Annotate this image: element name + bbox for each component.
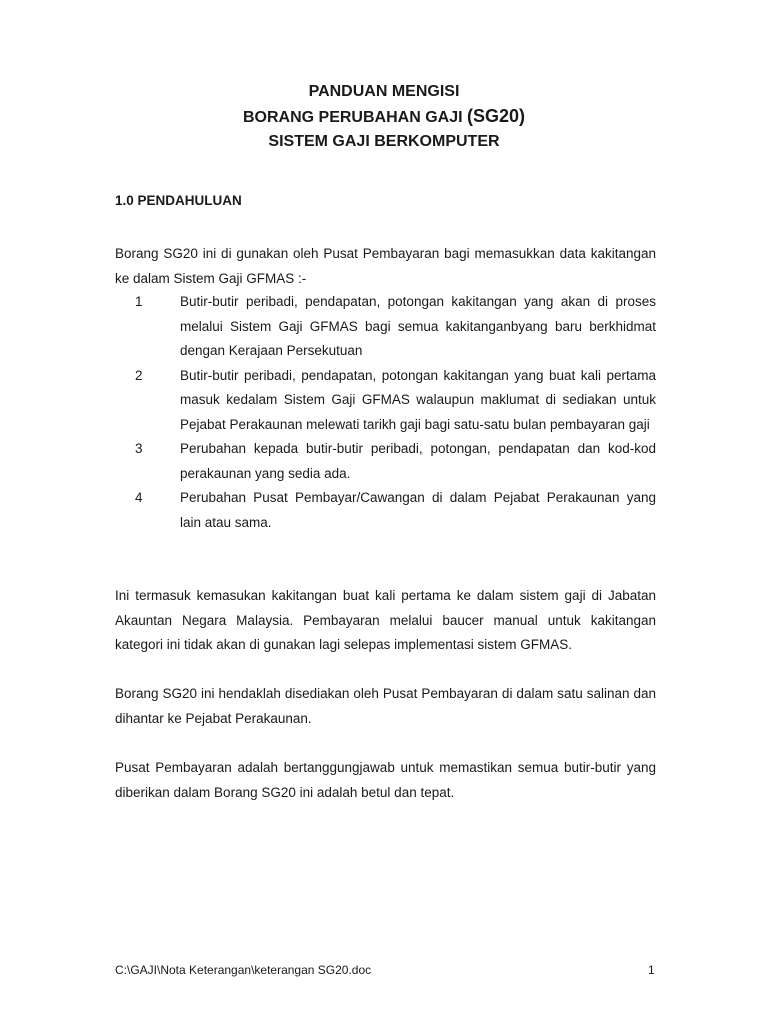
title-form-code: (SG20) <box>466 106 526 126</box>
list-item-text: Butir-butir peribadi, pendapatan, potongan kakitangan yang buat kali pertama masuk kedalam Sistem Gaji GFMAS walaupun maklumat di sediakan untuk Pejabat Perakaunan melewati tarikh gaji bagi satu-satu bulan pembayaran gaji <box>180 367 656 432</box>
document-title <box>0 80 768 154</box>
list-item <box>115 290 656 364</box>
footer-file-path: C:\GAJI\Nota Keterangan\keterangan SG20.doc <box>115 963 372 977</box>
title-line-3: SISTEM GAJI BERKOMPUTER <box>268 133 500 150</box>
list-item-number: 4 <box>135 490 143 505</box>
list-item-number: 1 <box>135 294 143 309</box>
list-item-text: Perubahan kepada butir-butir peribadi, potongan, pendapatan dan kod-kod perakaunan yang sedia ada. <box>180 441 656 481</box>
title-line-2-text: BORANG PERUBAHAN GAJI <box>242 109 467 126</box>
paragraph-kemasukan: Ini termasuk kemasukan kakitangan buat kali pertama ke dalam sistem gaji di Jabatan Akauntan Negara Malaysia. Pembayaran melalui baucer manual untuk kakitangan kategori ini tidak akan di gunakan lagi selepas implementasi sistem GFMAS. <box>115 588 656 652</box>
paragraph-penyediaan: Borang SG20 ini hendaklah disediakan oleh Pusat Pembayaran di dalam satu salinan dan dihantar ke Pejabat Perakaunan. <box>115 686 656 726</box>
section-heading: 1.0 PENDAHULUAN <box>115 193 242 208</box>
list-item <box>115 486 656 535</box>
footer-page-number: 1 <box>648 963 655 977</box>
paragraph-tanggungjawab: Pusat Pembayaran adalah bertanggungjawab untuk memastikan semua butir-butir yang diberikan dalam Borang SG20 ini adalah betul dan tepat. <box>115 760 656 800</box>
list-item-number: 2 <box>135 367 143 383</box>
intro-paragraph: Borang SG20 ini di gunakan oleh Pusat Pembayaran bagi memasukkan data kakitangan ke dalam Sistem Gaji GFMAS :- <box>115 246 656 286</box>
list-item <box>115 364 656 438</box>
list-item-text: Butir-butir peribadi, pendapatan, potongan kakitangan yang akan di proses melalui Sistem Gaji GFMAS bagi semua kakitanganbyang baru berkhidmat dengan Kerajaan Persekutuan <box>180 294 656 358</box>
list-item-text: Perubahan Pusat Pembayar/Cawangan di dalam Pejabat Perakaunan yang lain atau sama. <box>180 490 656 530</box>
list-item-number: 3 <box>135 441 143 456</box>
title-line-2 <box>0 104 768 130</box>
purpose-list <box>115 290 656 535</box>
list-item <box>115 437 656 486</box>
title-line-1: PANDUAN MENGISI <box>308 83 460 100</box>
